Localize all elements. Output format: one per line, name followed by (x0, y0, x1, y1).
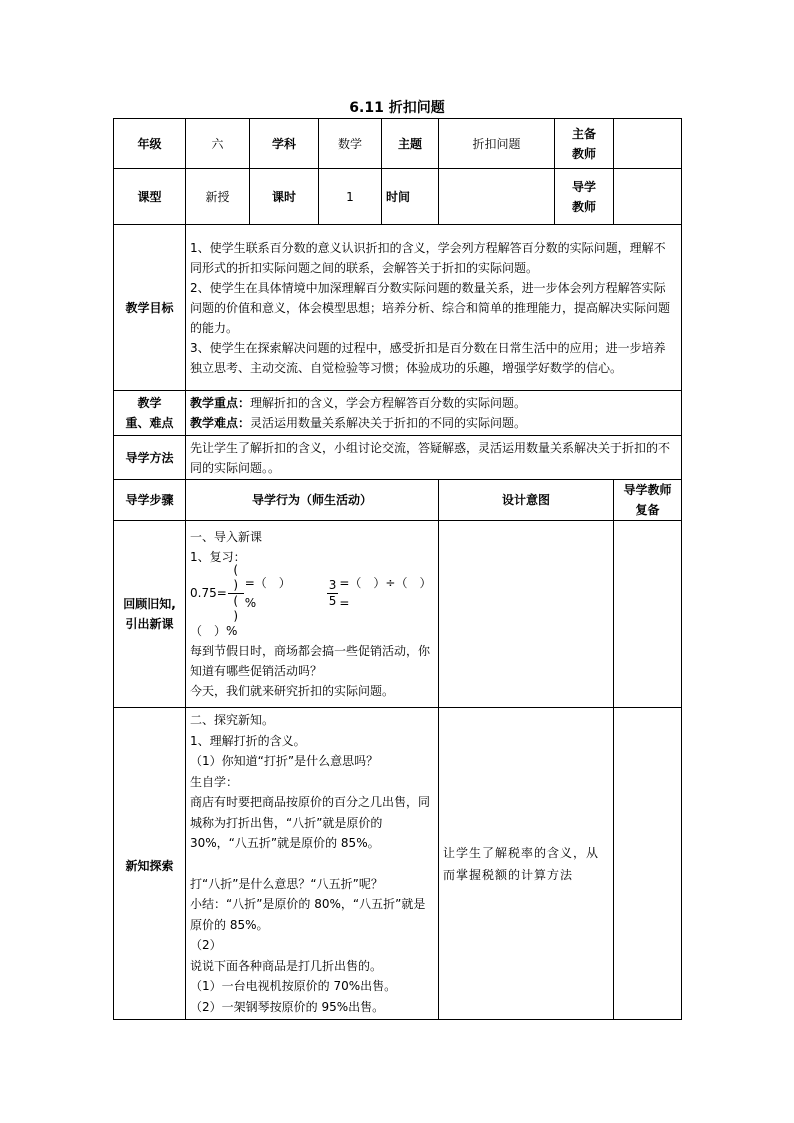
time-value (439, 169, 555, 225)
expr2-fraction (327, 578, 339, 609)
review-intent (439, 521, 614, 708)
explore-line: （2）一架钢琴按原价的 95%出售。 (190, 999, 385, 1014)
difficulty-text: 灵活运用数量关系解决关于折扣的不同的实际问题。 (250, 416, 527, 430)
explore-line: （1）你知道“打折”是什么意思吗？ (190, 754, 379, 768)
review-label-line1: 回顾旧知, (123, 597, 176, 611)
review-content (186, 521, 439, 708)
steps-header-row (114, 480, 682, 521)
expr1-denominator: ( ) (233, 593, 239, 623)
explore-label: 新知探索 (114, 708, 186, 1020)
review-subheading: 1、复习： (190, 550, 246, 564)
review-intro: 今天，我们就来研究折扣的实际问题。 (190, 684, 395, 698)
focus-label: 教学重点： (190, 396, 251, 410)
explore-line: 1、理解打折的含义。 (190, 733, 306, 748)
key-points-row (114, 391, 682, 436)
explore-line: 打“八折”是什么意思？“八五折”呢？ (190, 876, 383, 891)
lead-teacher-label: 主备 教师 (555, 119, 614, 169)
topic-value: 折扣问题 (439, 119, 555, 169)
review-heading: 一、导入新课 (190, 530, 263, 544)
difficulty-line (190, 413, 677, 433)
key-points-content (186, 391, 682, 436)
review-revision (614, 521, 682, 708)
expr2-denominator: 5 (328, 593, 337, 608)
method-label: 导学方法 (114, 436, 186, 480)
explore-line: 商店有时要把商品按原价的百分之几出售，同城称为打折出售，“八折”就是原价的 30%，“八五折”就是原价的 85%。 (190, 795, 431, 850)
goal-item: 2、使学生在具体情境中加深理解百分数实际问题的数量关系，进一步体会列方程解答实际问题的价值和意义，体会模型思想；培养分析、综合和简单的推理能力，提高解决实际问题的能力。 (190, 280, 671, 335)
grade-value: 六 (186, 119, 250, 169)
explore-line: 二、探究新知。 (190, 713, 275, 727)
expr2-right: =（ ）÷（ ）= (339, 576, 432, 610)
steps-col-header: 导学步骤 (114, 480, 186, 521)
header-row-2 (114, 169, 682, 225)
intent-col-header: 设计意图 (439, 480, 614, 521)
review-percent-line: （ ）% (190, 624, 238, 638)
explore-line: （1）一台电视机按原价的 70%出售。 (190, 979, 397, 993)
lesson-type-label: 课型 (114, 169, 186, 225)
explore-line: 小结：“八折”是原价的 80%，“八五折”就是原价的 85%。 (190, 897, 426, 932)
expr1-right: =（ ）% (244, 576, 291, 610)
explore-line: （2） (190, 938, 222, 952)
expr2-numerator: 3 (328, 577, 337, 592)
key-points-label-line1: 教学 (137, 396, 162, 410)
header-row-1 (114, 119, 682, 169)
difficulty-label: 教学难点： (190, 416, 251, 430)
review-label (114, 521, 186, 708)
review-label-line2: 引出新课 (125, 617, 174, 631)
explore-line: 说说下面各种商品是打几折出售的。 (190, 958, 383, 973)
grade-label: 年级 (114, 119, 186, 169)
expr1-fraction (228, 563, 244, 624)
subject-label: 学科 (250, 119, 319, 169)
goals-row (114, 225, 682, 391)
key-points-label (114, 391, 186, 436)
lesson-plan-table (113, 118, 682, 1020)
periods-label: 课时 (250, 169, 319, 225)
explore-line: 生自学： (190, 774, 239, 789)
page-title: 6.11 折扣问题 (349, 100, 445, 116)
revision-col-header: 导学教师 复备 (614, 480, 682, 521)
goal-item: 1、使学生联系百分数的意义认识折扣的含义，学会列方程解答百分数的实际问题，理解不同形式的折扣实际问题之间的联系，会解答关于折扣的实际问题。 (190, 240, 666, 275)
goal-item: 3、使学生在探索解决问题的过程中，感受折扣是百分数在日常生活中的应用；进一步培养独立思考、主动交流、自觉检验等习惯；体验成功的乐趣，增强学好数学的信心。 (190, 340, 666, 375)
review-row (114, 521, 682, 708)
expr1-left: 0.75= (190, 586, 227, 600)
expr1-numerator: ( ) (228, 563, 244, 594)
periods-value: 1 (319, 169, 382, 225)
goals-content (186, 225, 682, 391)
focus-text: 理解折扣的含义，学会方程解答百分数的实际问题。 (250, 396, 527, 410)
explore-line (190, 854, 434, 874)
method-row (114, 436, 682, 480)
explore-row (114, 708, 682, 1020)
lead-teacher-value (614, 119, 682, 169)
goals-label: 教学目标 (114, 225, 186, 391)
guide-teacher-value (614, 169, 682, 225)
guide-teacher-label: 导学 教师 (555, 169, 614, 225)
subject-value: 数学 (319, 119, 382, 169)
activity-col-header: 导学行为（师生活动） (186, 480, 439, 521)
explore-revision (614, 708, 682, 1020)
review-expressions (190, 562, 434, 623)
review-question: 每到节假日时，商场都会搞一些促销活动，你知道有哪些促销活动吗？ (190, 644, 431, 678)
lesson-type-value: 新授 (186, 169, 250, 225)
explore-intent: 让学生了解税率的含义，从而掌握税额的计算方法 (439, 708, 614, 1020)
key-points-label-line2: 重、难点 (125, 416, 174, 430)
method-text: 先让学生了解折扣的含义，小组讨论交流，答疑解惑，灵活运用数量关系解决关于折扣的不同的实际问题。。 (186, 436, 682, 480)
explore-content (186, 708, 439, 1020)
focus-line (190, 393, 677, 413)
topic-label: 主题 (382, 119, 439, 169)
time-label: 时间 (382, 169, 439, 225)
